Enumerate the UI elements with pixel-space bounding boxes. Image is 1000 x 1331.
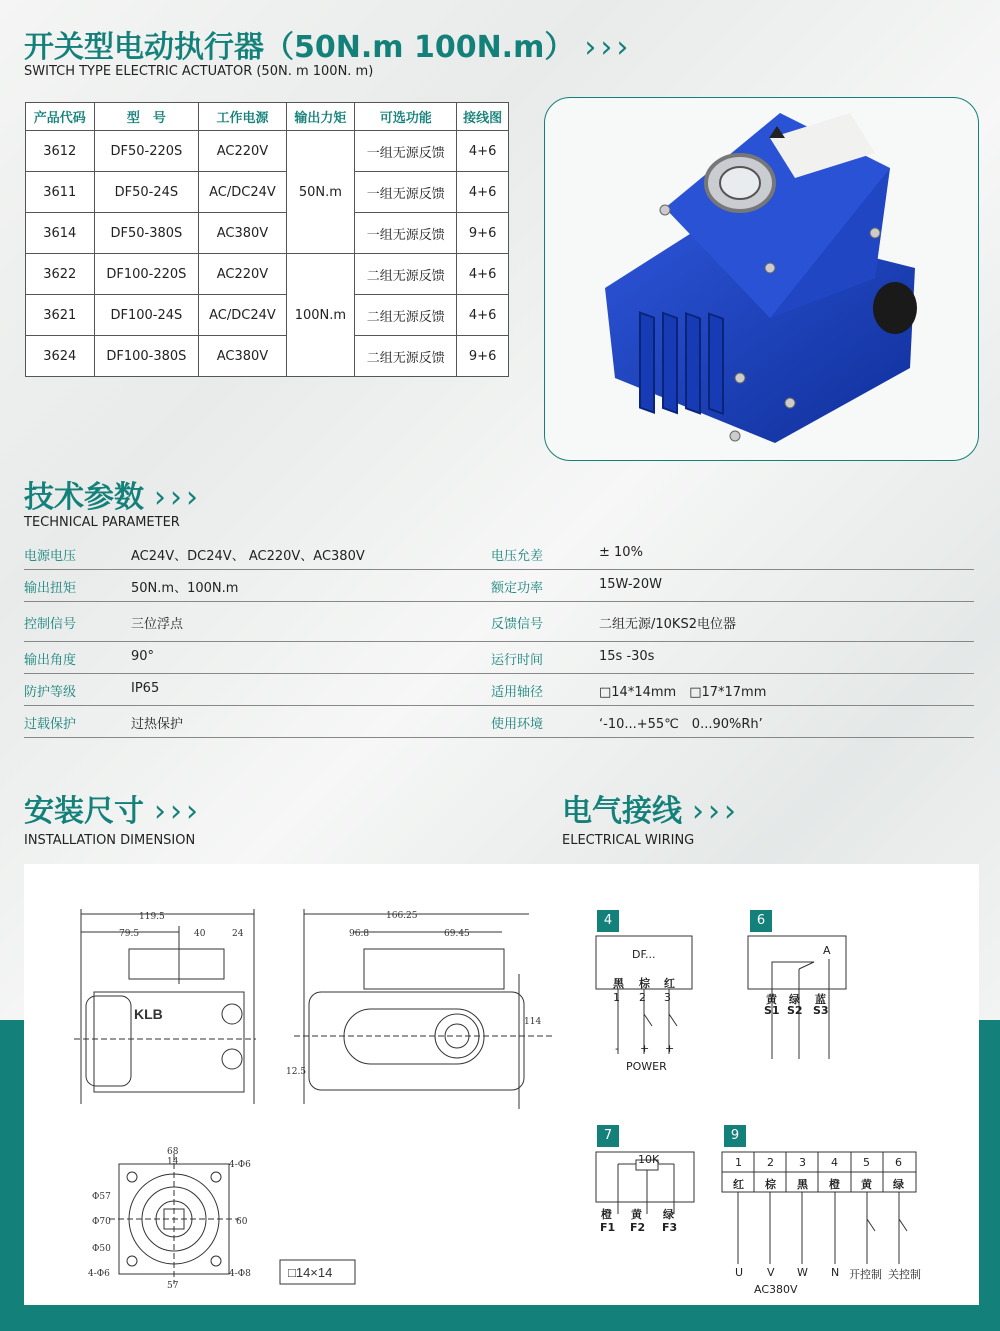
cell-model: DF50-380S xyxy=(94,213,199,254)
wiring-4-box: DF... xyxy=(632,948,656,961)
param-value: 15s -30s xyxy=(599,649,655,664)
cell-wiring: 4+6 xyxy=(457,295,509,336)
cell-code: 3624 xyxy=(26,336,95,377)
wire-pin: S1 xyxy=(764,1004,780,1017)
dim-label: 24 xyxy=(232,929,244,939)
dim-label: Φ57 xyxy=(92,1192,111,1202)
wire-pin: 5 xyxy=(863,1156,870,1169)
cell-wiring: 9+6 xyxy=(457,336,509,377)
cell-power: AC380V xyxy=(199,336,286,377)
param-label: 输出扭矩 xyxy=(24,581,77,596)
spec-header-row xyxy=(26,103,509,131)
dim-label: 69.45 xyxy=(444,929,470,939)
wiring-7-number: 7 xyxy=(597,1125,619,1147)
wire-pin: S3 xyxy=(813,1004,829,1017)
header-cell: 产品代码 xyxy=(26,103,95,131)
dim-label: 114 xyxy=(524,1017,542,1027)
wire-pin: 1 xyxy=(613,991,620,1004)
cell-wiring: 4+6 xyxy=(457,172,509,213)
wire-pin: 3 xyxy=(664,991,671,1004)
dim-label: 40 xyxy=(194,929,206,939)
wire-pin: S2 xyxy=(787,1004,803,1017)
install-title-text: 安装尺寸 xyxy=(24,794,144,829)
wire-color: 黑 xyxy=(797,1178,808,1191)
wire-terminal: 关控制 xyxy=(888,1268,921,1281)
wiring-4-number: 4 xyxy=(597,910,619,932)
wire-color: 绿 xyxy=(789,993,800,1006)
wiring-title xyxy=(562,786,740,830)
page-title xyxy=(24,22,632,66)
dim-label: 79.5 xyxy=(119,929,140,939)
param-label: 电源电压 xyxy=(24,549,77,564)
wiring-6-box: A xyxy=(823,944,831,957)
cell-model: DF100-220S xyxy=(94,254,199,295)
wire-color: 红 xyxy=(733,1178,744,1191)
cell-torque: 50N.m xyxy=(286,131,355,254)
wire-color: 棕 xyxy=(765,1178,776,1191)
actuator-illustration xyxy=(545,98,979,461)
dim-label: 4-Φ6 xyxy=(229,1160,251,1170)
cell-func: 一组无源反馈 xyxy=(355,213,457,254)
spec-table xyxy=(25,102,509,377)
title-arrows-icon: ››› xyxy=(584,30,633,65)
wiring-subtitle: ELECTRICAL WIRING xyxy=(562,833,695,848)
dim-label: 12.5 xyxy=(286,1067,307,1077)
param-label: 控制信号 xyxy=(24,617,77,632)
cell-model: DF50-220S xyxy=(94,131,199,172)
param-row xyxy=(24,570,974,602)
param-row xyxy=(24,706,974,738)
wiring-arrows-icon: ››› xyxy=(692,794,740,829)
cell-wiring: 4+6 xyxy=(457,131,509,172)
param-label: 使用环境 xyxy=(491,717,544,732)
dim-label: 4-Φ6 xyxy=(88,1269,110,1279)
param-label: 输出角度 xyxy=(24,653,77,668)
tech-arrows-icon: ››› xyxy=(154,480,202,515)
wiring-title-text: 电气接线 xyxy=(562,794,682,829)
shaft-box-label: □14×14 xyxy=(288,1265,333,1280)
param-label: 防护等级 xyxy=(24,685,77,700)
wiring-7-box: 10K xyxy=(638,1153,660,1166)
table-row xyxy=(26,213,509,254)
cell-power: AC/DC24V xyxy=(199,295,286,336)
dim-label: 57 xyxy=(167,1281,179,1291)
wire-color: 红 xyxy=(664,977,675,990)
cell-power: AC/DC24V xyxy=(199,172,286,213)
table-row xyxy=(26,254,509,295)
wire-color: 棕 xyxy=(639,977,650,990)
param-value: 15W-20W xyxy=(599,577,662,592)
param-value: 90° xyxy=(131,649,155,664)
param-value: 50N.m、100N.m xyxy=(131,581,239,596)
install-title xyxy=(24,786,202,830)
cell-func: 二组无源反馈 xyxy=(355,295,457,336)
wire-color: 绿 xyxy=(893,1178,904,1191)
wiring-4-label: POWER xyxy=(626,1060,667,1073)
param-label: 反馈信号 xyxy=(491,617,544,632)
cell-torque: 100N.m xyxy=(286,254,355,377)
install-subtitle: INSTALLATION DIMENSION xyxy=(24,833,196,848)
dim-label: 60 xyxy=(236,1217,248,1227)
wire-color: 橙 xyxy=(601,1208,612,1221)
wiring-9-number: 9 xyxy=(724,1125,746,1147)
page-title-text: 开关型电动执行器（50N.m 100N.m） xyxy=(24,30,575,65)
tech-param-list xyxy=(24,538,974,738)
param-row xyxy=(24,642,974,674)
table-row xyxy=(26,131,509,172)
cell-power: AC380V xyxy=(199,213,286,254)
dimension-drawings xyxy=(24,864,979,1305)
dim-label: 14 xyxy=(167,1157,179,1167)
wire-sign: - xyxy=(615,1042,619,1055)
header-cell: 接线图 xyxy=(457,103,509,131)
wire-terminal: W xyxy=(797,1266,808,1279)
install-arrows-icon: ››› xyxy=(154,794,202,829)
wire-pin: 2 xyxy=(639,991,646,1004)
wire-pin: 1 xyxy=(735,1156,742,1169)
param-label: 过载保护 xyxy=(24,717,77,732)
param-value: □14*14mm □17*17mm xyxy=(599,685,767,700)
product-photo-frame xyxy=(544,97,979,461)
param-row xyxy=(24,674,974,706)
cell-func: 二组无源反馈 xyxy=(355,336,457,377)
param-label: 运行时间 xyxy=(491,653,544,668)
wire-color: 黄 xyxy=(766,993,777,1006)
cell-func: 一组无源反馈 xyxy=(355,172,457,213)
cell-code: 3612 xyxy=(26,131,95,172)
cell-code: 3611 xyxy=(26,172,95,213)
wire-color: 橙 xyxy=(829,1178,840,1191)
wire-sign: + xyxy=(640,1042,650,1055)
dim-label: 166.25 xyxy=(386,911,418,921)
table-row xyxy=(26,295,509,336)
cell-code: 3621 xyxy=(26,295,95,336)
dim-label: 4-Φ8 xyxy=(229,1269,251,1279)
header-cell: 可选功能 xyxy=(355,103,457,131)
param-value: 二组无源/10KS2电位器 xyxy=(599,617,736,632)
param-value: IP65 xyxy=(131,681,160,696)
dim-label: 119.5 xyxy=(139,912,165,922)
wire-pin: 4 xyxy=(831,1156,838,1169)
param-value: ± 10% xyxy=(599,545,643,560)
param-value: 三位浮点 xyxy=(131,617,184,632)
wire-pin: F1 xyxy=(600,1221,616,1234)
cell-code: 3614 xyxy=(26,213,95,254)
wire-pin: 6 xyxy=(895,1156,902,1169)
dim-label: 96.8 xyxy=(349,929,370,939)
tech-title xyxy=(24,472,202,516)
cell-wiring: 4+6 xyxy=(457,254,509,295)
wire-color: 黄 xyxy=(861,1178,872,1191)
wire-pin: 3 xyxy=(799,1156,806,1169)
wire-terminal: 开控制 xyxy=(849,1268,882,1281)
cell-func: 一组无源反馈 xyxy=(355,131,457,172)
header-cell: 输出力矩 xyxy=(286,103,355,131)
param-row xyxy=(24,538,974,570)
wiring-9-label: AC380V xyxy=(754,1283,798,1296)
cell-wiring: 9+6 xyxy=(457,213,509,254)
wire-sign: + xyxy=(665,1042,675,1055)
param-value: ‘-10...+55℃ 0...90%Rh’ xyxy=(599,717,763,732)
param-row xyxy=(24,602,974,642)
cell-code: 3622 xyxy=(26,254,95,295)
wire-color: 绿 xyxy=(663,1208,674,1221)
param-label: 适用轴径 xyxy=(491,685,544,700)
cell-model: DF100-24S xyxy=(94,295,199,336)
param-value: 过热保护 xyxy=(131,717,184,732)
header-cell: 型 号 xyxy=(94,103,199,131)
param-label: 电压允差 xyxy=(491,549,544,564)
wire-terminal: U xyxy=(735,1266,744,1279)
tech-subtitle: TECHNICAL PARAMETER xyxy=(24,515,180,530)
cell-power: AC220V xyxy=(199,254,286,295)
wire-pin: F3 xyxy=(662,1221,678,1234)
param-label: 额定功率 xyxy=(491,581,544,596)
header-cell: 工作电源 xyxy=(199,103,286,131)
table-row xyxy=(26,172,509,213)
dim-label: Φ50 xyxy=(92,1244,111,1254)
wire-terminal: N xyxy=(831,1266,840,1279)
cell-func: 二组无源反馈 xyxy=(355,254,457,295)
param-value: AC24V、DC24V、 AC220V、AC380V xyxy=(131,549,365,564)
cell-model: DF50-24S xyxy=(94,172,199,213)
cell-power: AC220V xyxy=(199,131,286,172)
cell-model: DF100-380S xyxy=(94,336,199,377)
table-row xyxy=(26,336,509,377)
wiring-6-number: 6 xyxy=(750,910,772,932)
wire-color: 黑 xyxy=(613,977,624,990)
page-subtitle: SWITCH TYPE ELECTRIC ACTUATOR (50N. m 100N. m) xyxy=(24,64,374,79)
tech-title-text: 技术参数 xyxy=(24,480,144,515)
wire-terminal: V xyxy=(767,1266,775,1279)
wire-pin: F2 xyxy=(630,1221,646,1234)
wire-color: 蓝 xyxy=(815,993,826,1006)
wire-pin: 2 xyxy=(767,1156,774,1169)
wire-color: 黄 xyxy=(631,1208,642,1221)
brand-logo: KLB xyxy=(134,1006,163,1022)
dim-label: Φ70 xyxy=(92,1217,111,1227)
dim-label: 68 xyxy=(167,1147,179,1157)
